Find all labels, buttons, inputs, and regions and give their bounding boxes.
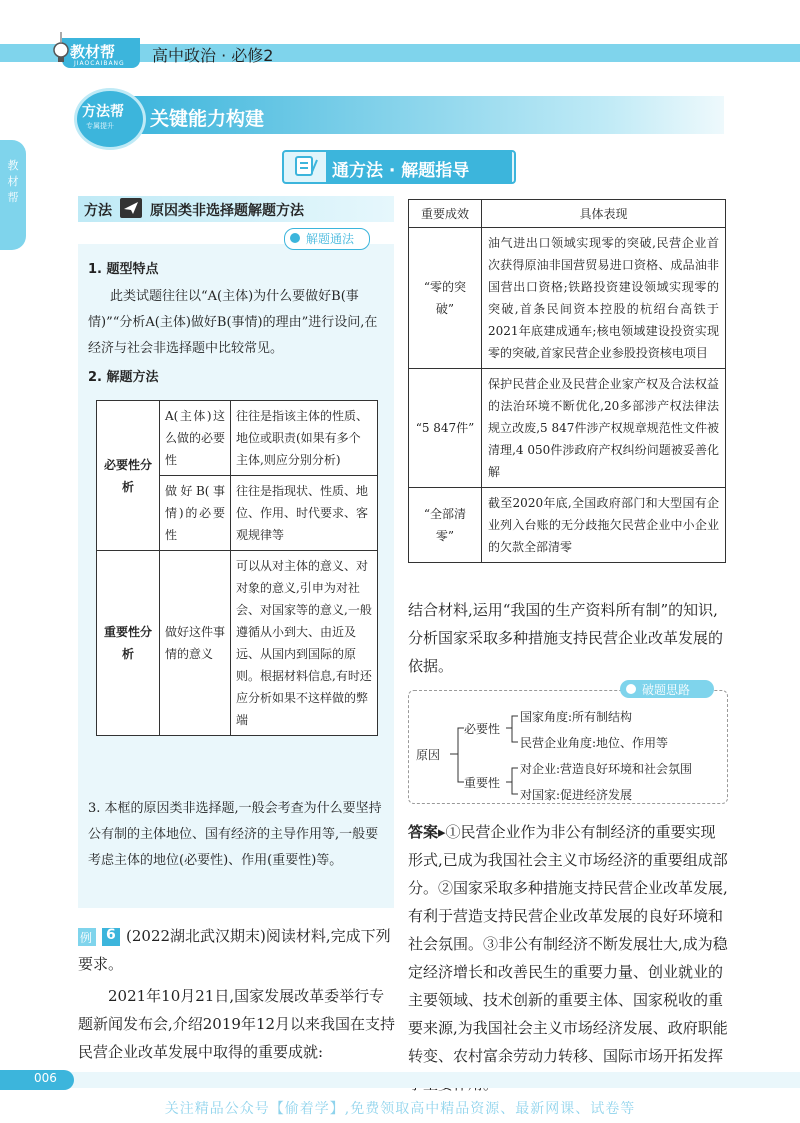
example-material: 2021年10月21日,国家发展改革委举行专题新闻发布会,介绍2019年12月以来我国在支持民营企业改革发展中取得的重要成就: <box>78 987 396 1061</box>
table-sub-cell: 做好B(事情)的必要性 <box>160 476 231 551</box>
table-row <box>409 369 726 488</box>
brand-name: 教材帮 <box>70 43 116 61</box>
table-desc-cell: 往往是指该主体的性质、地位或职责(如果有多个主体,则应分别分析) <box>231 401 378 476</box>
tree-branch-importance: 重要性 <box>464 776 501 790</box>
tree-root: 原因 <box>416 748 441 762</box>
method-tag-label: 解题通法 <box>306 232 355 246</box>
achievement-detail: 油气进出口领域实现零的突破,民营企业首次获得原油非国营贸易进口资格、成品油非国营出口资格;铁路投资建设领域实现零的突破,首条民间资本控股的杭绍台高铁于2021年底建成通车;核电领域建设投资实现零的突破,首家民营企业参股投资核电项目 <box>482 228 726 369</box>
table-header-row <box>409 200 726 228</box>
brand-subtitle: JIAOCAIBANG <box>74 60 125 67</box>
paper-plane-icon <box>120 198 142 218</box>
banner-title: 关键能力构建 <box>150 108 265 130</box>
table-desc-cell: 往往是指现状、性质、地位、作用、时代要求、客观规律等 <box>231 476 378 551</box>
achievement-name: “全部清零” <box>409 488 482 563</box>
section-heading-2: 2. 解题方法 <box>88 370 159 385</box>
tree-leaf: 对国家:促进经济发展 <box>520 788 633 802</box>
achievement-name: “5 847件” <box>409 369 482 488</box>
achievement-name: “零的突破” <box>409 228 482 369</box>
table-desc-cell: 可以从对主体的意义、对对象的意义,引申为对社会、对国家等的意义,一般遵循从小到大、由近及远、从国内到国际的原则。根据材料信息,有时还应分析如果不这样做的弊端 <box>231 551 378 736</box>
table-header-cell: 具体表现 <box>482 200 726 228</box>
table-header-cell: 重要成效 <box>409 200 482 228</box>
table-row <box>97 401 378 476</box>
lightbulb-icon <box>50 32 72 68</box>
method-table <box>96 400 378 736</box>
section-heading-1: 1. 题型特点 <box>88 262 159 277</box>
achievement-detail: 保护民营企业及民营企业家产权及合法权益的法治环境不断优化,20多部涉产权法律法规立改废,5 847件涉产权规章规范性文件被清理,4 050件涉政府产权纠纷问题被妥善化解 <box>482 369 726 488</box>
method-title: 原因类非选择题解题方法 <box>150 203 304 219</box>
tag-icon <box>290 233 300 243</box>
achievements-table <box>408 199 726 563</box>
example-tag-label: 例 <box>80 931 93 945</box>
table-group-cell: 重要性分析 <box>97 551 160 736</box>
bell-icon <box>626 684 636 694</box>
notepad-icon <box>292 154 318 178</box>
watermark-text: 关注精品公众号【偷着学】,免费领取高中精品资源、最新网课、试卷等 <box>164 1101 636 1117</box>
table-group-cell: 必要性分析 <box>97 401 160 551</box>
page-number: 006 <box>34 1071 57 1085</box>
table-sub-cell: 做好这件事情的意义 <box>160 551 231 736</box>
example-prompt: (2022湖北武汉期末)阅读材料,完成下列要求。 <box>78 927 391 973</box>
answer-label: 答案 <box>408 823 439 841</box>
table-row <box>409 228 726 369</box>
book-title: 高中政治 · 必修2 <box>152 46 274 65</box>
tree-leaf: 民营企业角度:地位、作用等 <box>520 736 669 750</box>
answer-block <box>408 818 728 1098</box>
tree-leaf: 对企业:营造良好环境和社会氛围 <box>520 762 693 776</box>
table-row <box>97 551 378 736</box>
table-sub-cell: A(主体)这么做的必要性 <box>160 401 231 476</box>
side-tab-label: 教材帮 <box>7 159 19 204</box>
footer-band <box>0 1072 800 1088</box>
tree-branch-necessity: 必要性 <box>464 722 501 736</box>
tree-leaf: 国家角度:所有制结构 <box>520 710 633 724</box>
section-pill-label: 通方法 · 解题指导 <box>332 161 470 181</box>
example-number: 6 <box>106 927 116 943</box>
banner-badge-sublabel: 专属提升 <box>86 122 114 130</box>
thinking-tag-label: 破题思路 <box>642 683 691 697</box>
answer-arrow-icon: ▸ <box>438 823 446 841</box>
question-text: 结合材料,运用“我国的生产资料所有制”的知识,分析国家采取多种措施支持民营企业改革发展的依据。 <box>408 601 724 675</box>
table-row <box>409 488 726 563</box>
paragraph-question-type: 此类试题往往以“A(主体)为什么要做好B(事情)”“分析A(主体)做好B(事情)的理由”进行设问,在经济与社会非选择题中比较常见。 <box>88 289 378 356</box>
answer-text: ①民营企业作为非公有制经济的重要实现形式,已成为我国社会主义市场经济的重要组成部分。②国家采取多种措施支持民营企业改革发展,有利于营造支持民营企业改革发展的良好环境和社会氛围。③非公有制经济不断发展壮大,成为稳定经济增长和改善民生的重要力量、创业就业的主要领域、技术创新的重要主体、国家税收的重要来源,为我国社会主义市场经济发展、政府职能转变、农村富余劳动力转移、国际市场开拓发挥 <box>408 823 728 1065</box>
paragraph-note: 3. 本框的原因类非选择题,一般会考查为什么要坚持公有制的主体地位、国有经济的主导作用等,一般要考虑主体的地位(必要性)、作用(重要性)等。 <box>88 801 382 868</box>
method-label: 方法 <box>84 203 112 219</box>
achievement-detail: 截至2020年底,全国政府部门和大型国有企业列入台账的无分歧拖欠民营企业中小企业的欠款全部清零 <box>482 488 726 563</box>
banner-badge-label: 方法帮 <box>82 104 124 120</box>
